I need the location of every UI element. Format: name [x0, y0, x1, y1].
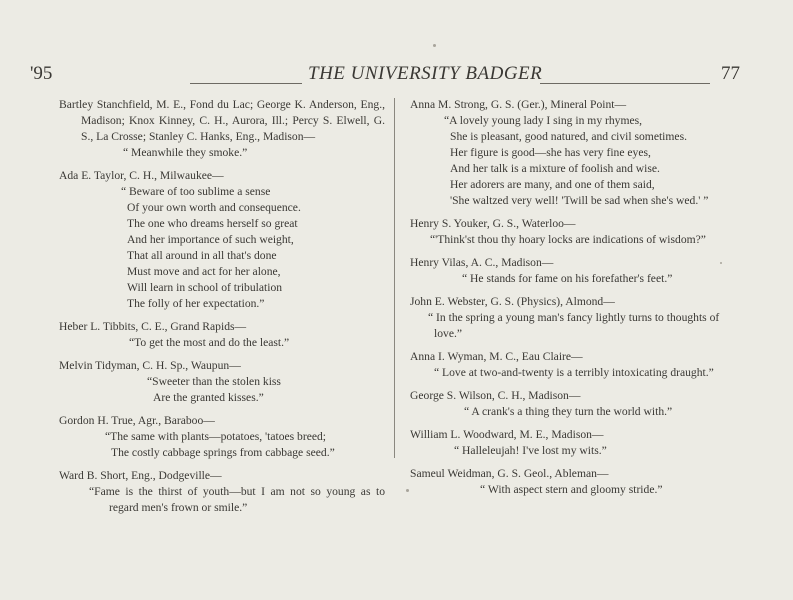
paper-speck: [406, 489, 409, 492]
header-year: '95: [30, 63, 53, 84]
roster-entry: [59, 97, 385, 161]
running-header: [30, 63, 740, 87]
quote-line: Will learn in school of tribulation: [127, 281, 283, 294]
roster-entry: [59, 319, 385, 351]
quote-line: “To get the most and do the least.”: [129, 336, 290, 349]
header-title: THE UNIVERSITY BADGER: [308, 63, 543, 84]
paper-speck: [433, 44, 436, 47]
quote-line: “ Halleleujah! I've lost my wits.”: [454, 444, 607, 457]
entry-name: Gordon H. True, Agr., Baraboo—: [59, 414, 215, 427]
roster-entry: [59, 468, 385, 516]
quote-line: The one who dreams herself so great: [127, 217, 298, 230]
paper-speck: [720, 262, 722, 264]
quote-line: And her importance of such weight,: [127, 233, 294, 246]
right-column: [410, 97, 738, 505]
quote-line: She is pleasant, good natured, and civil sometimes.: [450, 130, 687, 143]
entry-name: Henry S. Youker, G. S., Waterloo—: [410, 217, 576, 230]
entry-name: Heber L. Tibbits, C. E., Grand Rapids—: [59, 320, 247, 333]
roster-entry: [410, 466, 738, 498]
quote-line: Are the granted kisses.”: [153, 391, 264, 404]
entry-name: Ward B. Short, Eng., Dodgeville—: [59, 469, 222, 482]
page-number: 77: [721, 63, 740, 84]
column-divider: [394, 98, 395, 458]
roster-entry: [410, 255, 738, 287]
header-rule-right: [540, 83, 710, 84]
entry-name: William L. Woodward, M. E., Madison—: [410, 428, 604, 441]
entry-name: Bartley Stanchfield, M. E., Fond du Lac; George K. Anderson, Eng., Madison; Knox Kinney, C. H., Aurora, Ill.; Percy S. Elwell, G. S., La Crosse; Stanley C. Hanks, Eng., Madison—: [59, 98, 385, 143]
quote-line: And her talk is a mixture of foolish and wise.: [450, 162, 660, 175]
quote-line: “Sweeter than the stolen kiss: [147, 375, 281, 388]
left-column: [59, 97, 385, 523]
roster-entry: [410, 97, 738, 209]
entry-name: Anna I. Wyman, M. C., Eau Claire—: [410, 350, 583, 363]
entry-name: Ada E. Taylor, C. H., Milwaukee—: [59, 169, 224, 182]
quote-line: regard men's frown or smile.”: [109, 501, 248, 514]
roster-entry: [410, 388, 738, 420]
quote-line: “ He stands for fame on his forefather's feet.”: [462, 272, 673, 285]
quote-line: That all around in all that's done: [127, 249, 277, 262]
quote-line: Her figure is good—she has very fine eyes,: [450, 146, 651, 159]
roster-entry: [59, 168, 385, 312]
header-rule-left: [190, 83, 302, 84]
quote-line: “ Meanwhile they smoke.”: [123, 146, 248, 159]
quote-line: Must move and act for her alone,: [127, 265, 281, 278]
quote-line: “Fame is the thirst of youth—but I am not so young as to: [89, 485, 385, 498]
roster-entry: [410, 349, 738, 381]
quote-line: “'Think'st thou thy hoary locks are indications of wisdom?”: [430, 233, 706, 246]
quote-line: love.”: [434, 327, 463, 340]
quote-line: “ A crank's a thing they turn the world with.”: [464, 405, 673, 418]
entry-name: Sameul Weidman, G. S. Geol., Ableman—: [410, 467, 609, 480]
entry-name: George S. Wilson, C. H., Madison—: [410, 389, 581, 402]
quote-line: The costly cabbage springs from cabbage seed.”: [111, 446, 335, 459]
quote-line: “A lovely young lady I sing in my rhymes,: [444, 114, 643, 127]
roster-entry: [59, 358, 385, 406]
quote-line: “The same with plants—potatoes, 'tatoes breed;: [105, 430, 327, 443]
entry-name: Anna M. Strong, G. S. (Ger.), Mineral Point—: [410, 98, 627, 111]
entry-name: Henry Vilas, A. C., Madison—: [410, 256, 554, 269]
quote-line: The folly of her expectation.”: [127, 297, 265, 310]
entry-name: John E. Webster, G. S. (Physics), Almond—: [410, 295, 615, 308]
entry-name: Melvin Tidyman, C. H. Sp., Waupun—: [59, 359, 241, 372]
quote-line: Of your own worth and consequence.: [127, 201, 301, 214]
roster-entry: [410, 294, 738, 342]
roster-entry: [410, 216, 738, 248]
roster-entry: [410, 427, 738, 459]
quote-line: “ Love at two-and-twenty is a terribly intoxicating draught.”: [434, 366, 714, 379]
quote-line: Her adorers are many, and one of them said,: [450, 178, 655, 191]
roster-entry: [59, 413, 385, 461]
quote-line: “ With aspect stern and gloomy stride.”: [480, 483, 663, 496]
quote-line: “ In the spring a young man's fancy lightly turns to thoughts of: [428, 311, 720, 324]
quote-line: 'She waltzed very well! 'Twill be sad when she's wed.' ”: [450, 194, 709, 207]
quote-line: “ Beware of too sublime a sense: [121, 185, 271, 198]
